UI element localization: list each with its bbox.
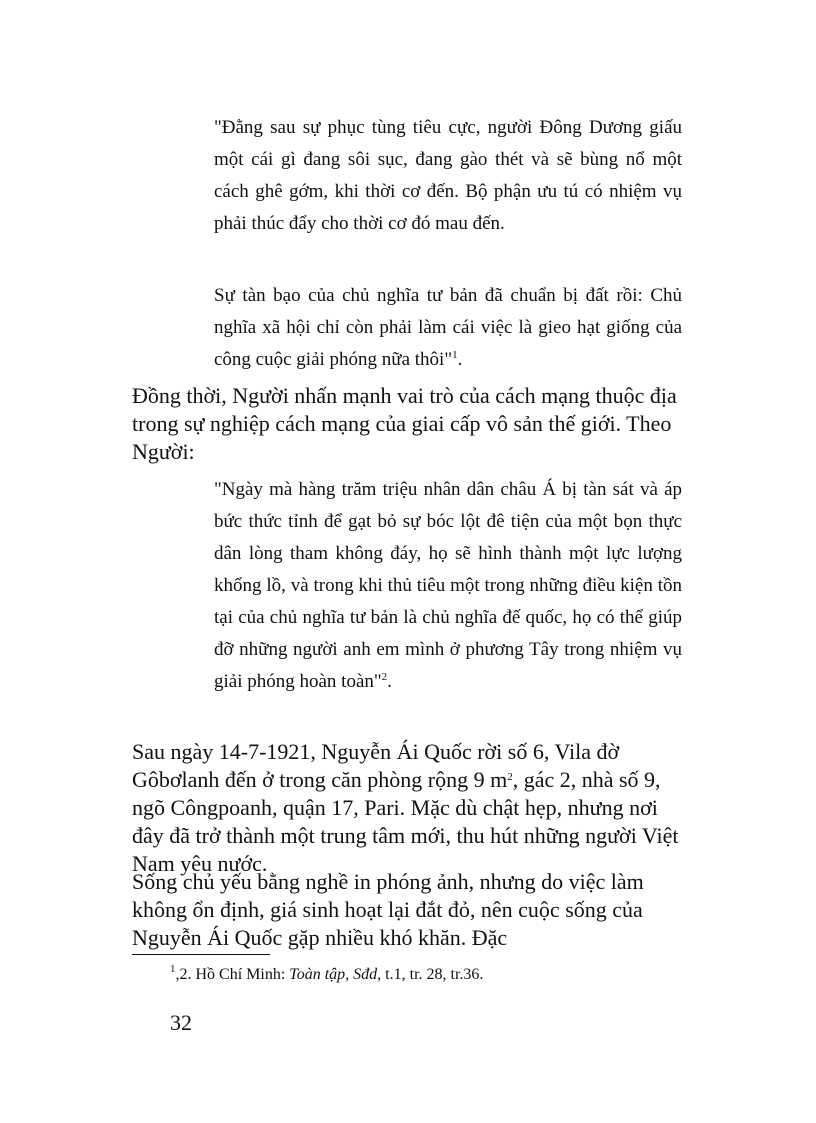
book-title: Toàn tập, Sđd <box>289 966 378 983</box>
quote-text: "Đằng sau sự phục tùng tiêu cực, người Đông Dương giấu một cái gì đang sôi sục, đang gào thét và sẽ bùng nổ một cách ghê gớm, khi thời cơ đến. Bộ phận ưu tú có nhiệm vụ phải thúc đẩy cho thời cơ đó mau đến. <box>214 117 682 234</box>
paragraph-text: , gác 2, nhà số 9, ngõ Côngpoanh, quận 17, Pari. Mặc dù chật hẹp, nhưng nơi đây đã trở thành một trung tâm mới, thu hút những người Việt Nam yêu nước. <box>132 767 679 876</box>
footnote-prefix: ,2. Hồ Chí Minh: <box>175 966 290 983</box>
footnote-divider <box>132 954 270 955</box>
footnote-ref: 2 <box>381 671 388 683</box>
quote-text: Sự tàn bạo của chủ nghĩa tư bản đã chuẩn bị đất rồi: Chủ nghĩa xã hội chỉ còn phải làm cái việc là gieo hạt giống của công cuộc giải phóng nữa thôi" <box>214 285 682 370</box>
punctuation: . <box>387 671 392 692</box>
body-paragraph-1 <box>132 382 692 466</box>
quote-paragraph-1 <box>214 112 682 240</box>
body-paragraph-3 <box>132 868 692 952</box>
footnote-marks: 1 <box>170 963 176 975</box>
paragraph-text: Sau ngày 14-7-1921, Nguyễn Ái Quốc rời số 6, Vila đờ Gôbơlanh đến ở trong căn phòng rộng 9 m <box>132 739 620 792</box>
quote-paragraph-2 <box>214 280 682 376</box>
footnote <box>170 964 483 986</box>
footnote-details: , t.1, tr. 28, tr.36. <box>377 966 484 983</box>
page-number: 32 <box>170 1010 192 1035</box>
paragraph-text: Đồng thời, Người nhấn mạnh vai trò của cách mạng thuộc địa trong sự nghiệp cách mạng của giai cấp vô sản thế giới. Theo Người: <box>132 383 677 464</box>
footnote-ref: 1 <box>452 349 458 361</box>
paragraph-text: Sống chủ yếu bằng nghề in phóng ảnh, nhưng do việc làm không ổn định, giá sinh hoạt lại đắt đỏ, nên cuộc sống của Nguyễn Ái Quốc gặp nhiều khó khăn. Đặc <box>132 869 644 950</box>
superscript: 2 <box>507 771 513 783</box>
punctuation: . <box>457 349 463 370</box>
body-paragraph-2 <box>132 738 692 878</box>
quote-text: "Ngày mà hàng trăm triệu nhân dân châu Á bị tàn sát và áp bức thức tỉnh để gạt bỏ sự bóc lột đê tiện của một bọn thực dân lòng tham không đáy, họ sẽ hình thành một lực lượng khổng lồ, và trong khi thủ tiêu một trong những điều kiện tồn tại của chủ nghĩa tư bản là chủ nghĩa đế quốc, họ có thể giúp đỡ những người anh em mình ở phương Tây trong nhiệm vụ giải phóng hoàn toàn" <box>214 479 682 692</box>
quote-paragraph-3 <box>214 474 682 698</box>
